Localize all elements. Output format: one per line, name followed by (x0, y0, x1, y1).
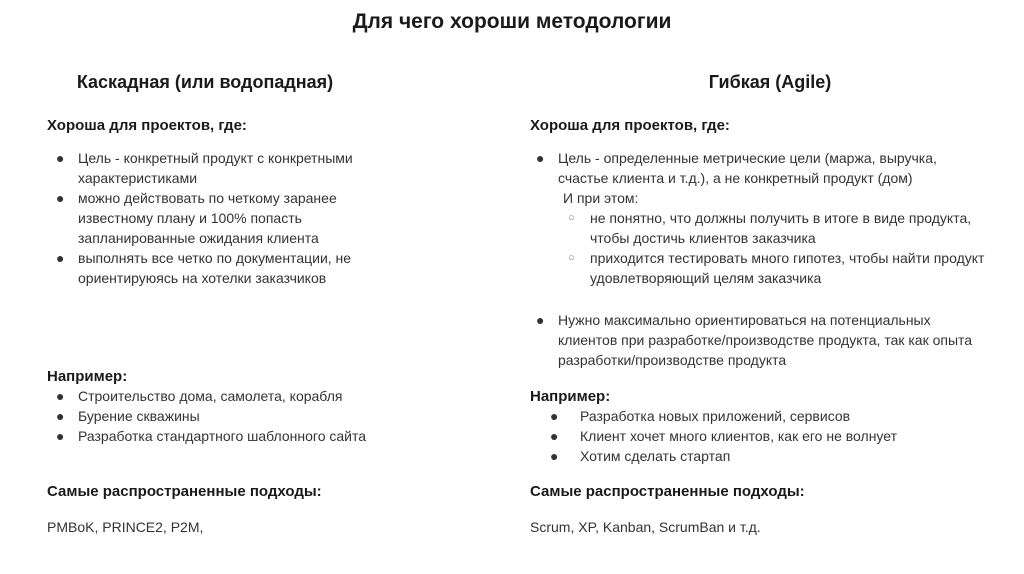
agile-examples (550, 406, 980, 466)
list-item-text: Нужно максимально ориентироваться на потенциальных клиентов при разработке/производстве продукта, так как опыта разработки/производстве продукта (558, 312, 973, 368)
bullet-icon: ● (536, 312, 545, 328)
circle-bullet-icon: ○ (568, 252, 575, 264)
list-item (536, 148, 978, 188)
bullet-icon: ● (56, 388, 65, 404)
agile-approaches: Scrum, XP, Kanban, ScrumBan и т.д. (530, 519, 761, 535)
waterfall-heading: Каскадная (или водопадная) (76, 72, 334, 92)
waterfall-example-label: Например: (47, 368, 128, 385)
list-item (550, 426, 980, 446)
waterfall-approaches-label: Самые распространенные подходы: (47, 483, 322, 500)
list-item (56, 188, 378, 248)
bullet-icon: ● (56, 150, 65, 166)
agile-example-label: Например: (530, 388, 611, 405)
bullet-icon: ● (56, 428, 65, 444)
list-item-text: Разработка новых приложений, сервисов (580, 408, 851, 424)
list-item-text: можно действовать по четкому заранее известному плану и 100% попасть запланированные ожидания клиента (78, 190, 337, 246)
list-item (550, 406, 980, 426)
slide-title: Для чего хороши методологии (352, 10, 672, 33)
bullet-icon: ● (56, 250, 65, 266)
agile-sub-bullets (568, 208, 995, 288)
list-item (56, 148, 378, 188)
bullet-icon: ● (56, 408, 65, 424)
agile-bullets-2 (536, 310, 983, 370)
agile-also-label: И при этом: (563, 190, 639, 206)
list-item-text: выполнять все четко по документации, не ориентируюясь на хотелки заказчиков (78, 250, 352, 286)
list-item (568, 208, 995, 248)
list-item (536, 310, 983, 370)
list-item (56, 426, 418, 446)
list-item-text: Клиент хочет много клиентов, как его не волнует (580, 428, 898, 444)
list-item (56, 406, 418, 426)
list-item-text: Цель - конкретный продукт с конкретными характеристиками (78, 150, 353, 186)
list-item-text: приходится тестировать много гипотез, чтобы найти продукт удовлетворяющий целям заказчика (590, 250, 985, 286)
list-item (56, 248, 378, 288)
agile-bullets (536, 148, 978, 188)
list-item-text: Строительство дома, самолета, корабля (78, 388, 343, 404)
list-item (568, 248, 995, 288)
waterfall-approaches: PMBoK, PRINCE2, P2M, (47, 519, 204, 535)
list-item-text: Разработка стандартного шаблонного сайта (78, 428, 367, 444)
bullet-icon: ● (550, 428, 559, 444)
bullet-icon: ● (56, 190, 65, 206)
waterfall-examples (56, 386, 418, 446)
list-item (56, 386, 418, 406)
waterfall-bullets (56, 148, 378, 288)
agile-good-for: Хороша для проектов, где: (530, 117, 730, 134)
list-item-text: Хотим сделать стартап (580, 448, 731, 464)
list-item (550, 446, 980, 466)
agile-approaches-label: Самые распространенные подходы: (530, 483, 805, 500)
circle-bullet-icon: ○ (568, 212, 575, 224)
list-item-text: Цель - определенные метрические цели (маржа, выручка, счастье клиента и т.д.), а не конкретный продукт (дом) (558, 150, 937, 186)
bullet-icon: ● (550, 448, 559, 464)
bullet-icon: ● (550, 408, 559, 424)
list-item-text: не понятно, что должны получить в итоге в виде продукта, чтобы достичь клиентов заказчика (590, 210, 972, 246)
bullet-icon: ● (536, 150, 545, 166)
list-item-text: Бурение скважины (78, 408, 200, 424)
agile-heading: Гибкая (Agile) (708, 72, 832, 92)
waterfall-good-for: Хороша для проектов, где: (47, 117, 247, 134)
